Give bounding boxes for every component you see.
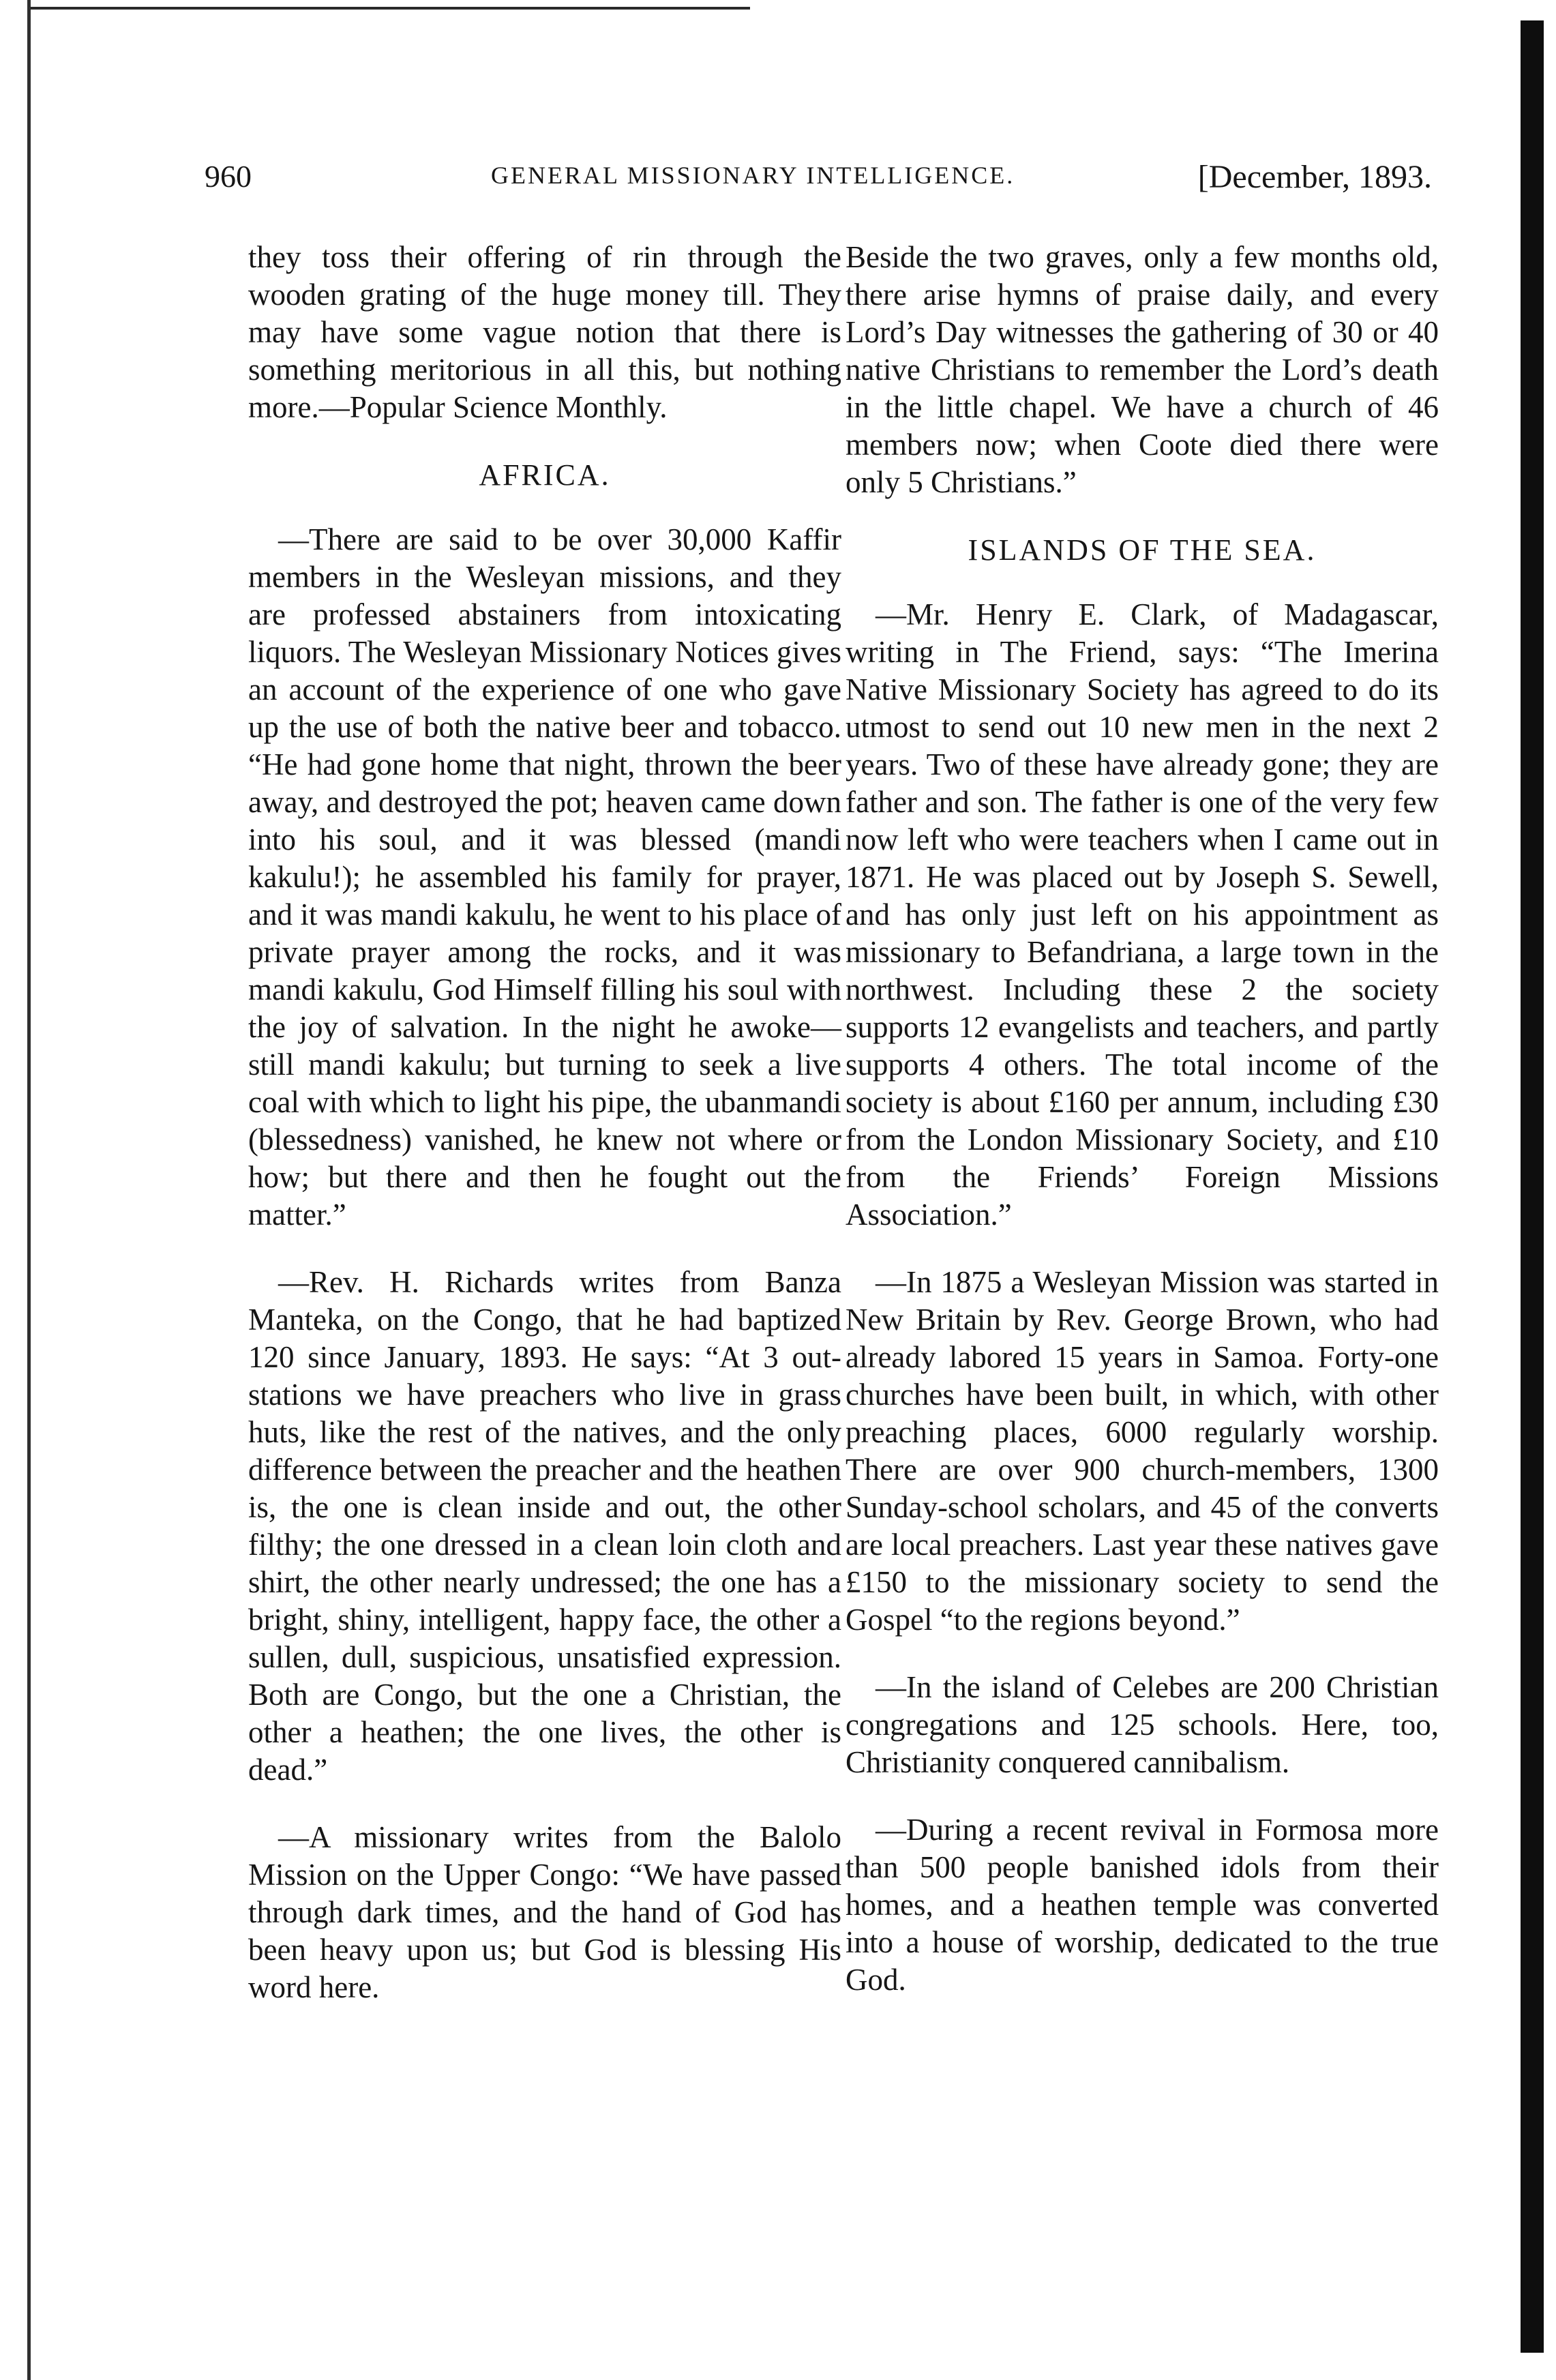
running-title: GENERAL MISSIONARY INTELLIGENCE. (491, 162, 1015, 189)
left-column (248, 239, 841, 2036)
paragraph-madagascar: —Mr. Henry E. Clark, of Madagascar, writing in The Friend, says: “The Imerina Native Missionary Society has agreed to do its utmost to send out 10 new men in the next 2 years. Two of these have already gone; they are father and son. The father is one of the very few now left who were teachers when I came out in 1871. He was placed out by Joseph S. Sewell, and has only just left on his appointment as missionary to Befandriana, a large town in the northwest. Including these 2 the society supports 12 evangelists and teachers, and partly supports 4 others. The total income of the society is about £160 per annum, including £30 from the London Missionary Society, and £10 from the Friends’ Foreign Missions Association.” (846, 597, 1439, 1232)
issue-date: [December, 1893. (1197, 159, 1432, 195)
page-number: 960 (205, 159, 252, 194)
paragraph-new-britain: —In 1875 a Wesleyan Mission was started in New Britain by Rev. George Brown, who had already labored 15 years in Samoa. Forty-one churches have been built, in which, with other preaching places, 6000 regularly worship. There are over 900 church-members, 1300 Sunday-school scholars, and 45 of the converts are local preachers. Last year these natives gave £150 to the missionary society to send the Gospel “to the regions beyond.” (846, 1265, 1439, 1637)
right-column (846, 239, 1439, 2029)
paragraph-kaffir-members: —There are said to be over 30,000 Kaffir members in the Wesleyan missions, and they are professed abstainers from intoxicating liquors. The Wesleyan Missionary Notices gives an account of the experience of one who gave up the use of both the native beer and tobacco. “He had gone home that night, thrown the beer away, and destroyed the pot; heaven came down into his soul, and it was blessed (mandi kakulu!); he assembled his family for prayer, and it was mandi kakulu, he went to his place of private prayer among the rocks, and it was mandi kakulu, God Himself filling his soul with the joy of salvation. In the night he awoke—still mandi kakulu; but turning to seek a live coal with which to light his pipe, the ubanmandi (blessedness) vanished, he knew not where or how; but there and then he fought out the matter.” (248, 522, 841, 1232)
paragraph-continued-right: Beside the two graves, only a few months old, there arise hymns of praise daily, and every Lord’s Day witnesses the gathering of 30 or 40 native Christians to remember the Lord’s death in the little chapel. We have a church of 46 members now; when Coote died there were only 5 Christians.” (846, 240, 1439, 499)
paragraph-formosa: —During a recent revival in Formosa more than 500 people banished idols from their homes, and a heathen temple was converted into a house of worship, dedicated to the true God. (846, 1813, 1439, 1997)
scan-top-edge (27, 7, 750, 10)
paragraph-continued: they toss their offering of rin through the wooden grating of the huge money till. They may have some vague notion that there is something meritorious in all this, but nothing more.—Popular Science Monthly. (248, 240, 841, 424)
page-header (205, 158, 1432, 206)
paragraph-banza-manteka: —Rev. H. Richards writes from Banza Manteka, on the Congo, that he had baptized 120 since January, 1893. He says: “At 3 out-stations we have preachers who live in grass huts, like the rest of the natives, and the only difference between the preacher and the heathen is, the one is clean inside and out, the other filthy; the one dressed in a clean loin cloth and shirt, the other nearly undressed; the one has a bright, shiny, intelligent, happy face, the other a sullen, dull, suspicious, unsatisfied expression. Both are Congo, but the one a Christian, the other a heathen; the one lives, the other is dead.” (248, 1265, 841, 1787)
paragraph-balolo-mission: —A missionary writes from the Balolo Mission on the Upper Congo: “We have passed through dark times, and the hand of God has been heavy upon us; but God is blessing His word here. (248, 1820, 841, 2004)
scan-binding-shadow (1521, 20, 1544, 2353)
scan-left-edge (27, 0, 31, 2380)
paragraph-celebes: —In the island of Celebes are 200 Christian congregations and 125 schools. Here, too, Christianity conquered cannibalism. (846, 1670, 1439, 1779)
section-heading-islands: ISLANDS OF THE SEA. (968, 533, 1317, 567)
section-heading-africa: AFRICA. (479, 458, 611, 492)
